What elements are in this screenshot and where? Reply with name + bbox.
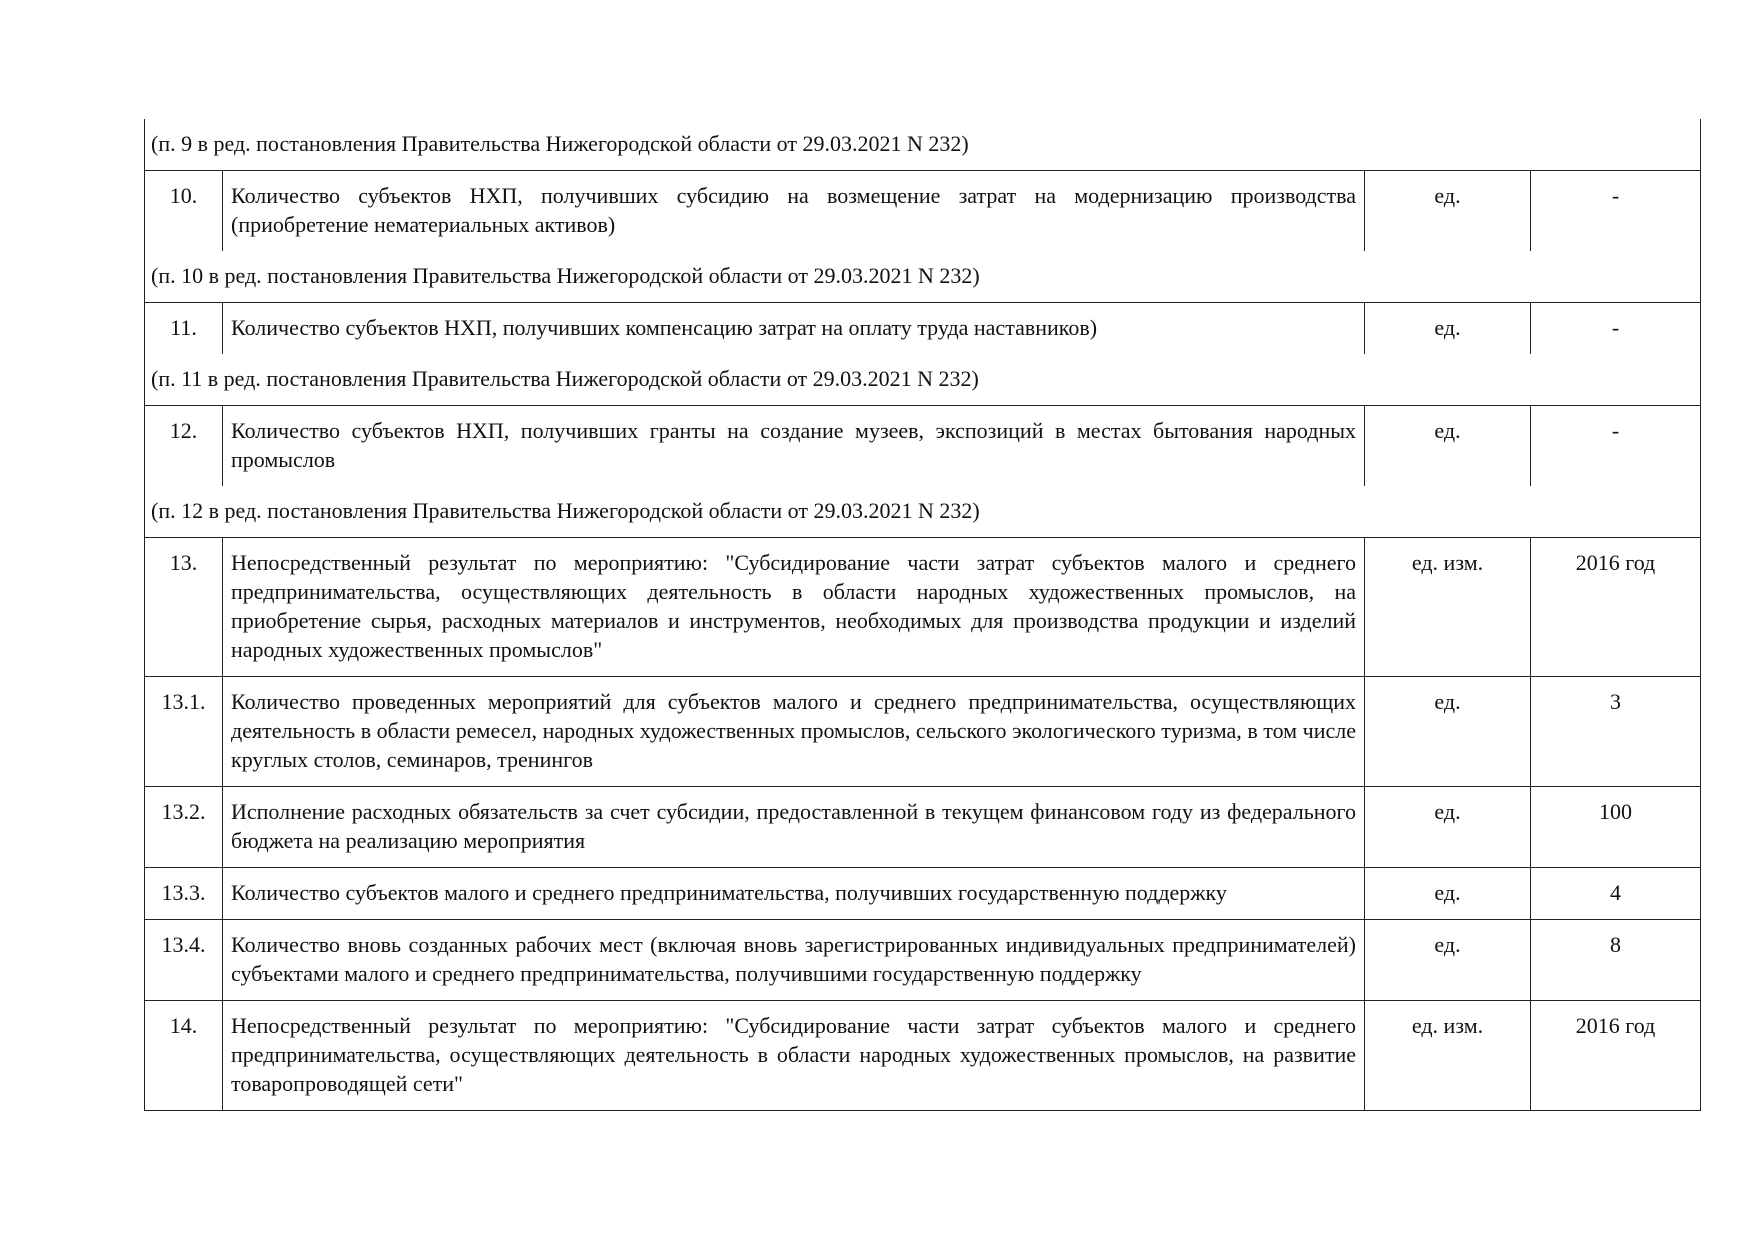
indicator-name: Количество субъектов НХП, получивших компенсацию затрат на оплату труда наставников) bbox=[223, 303, 1365, 355]
unit-of-measure: ед. изм. bbox=[1365, 538, 1531, 677]
row-number: 12. bbox=[145, 406, 223, 487]
unit-of-measure: ед. bbox=[1365, 868, 1531, 920]
indicator-name: Количество субъектов малого и среднего предпринимательства, получивших государственную поддержку bbox=[223, 868, 1365, 920]
table-row bbox=[145, 787, 1701, 868]
unit-of-measure: ед. изм. bbox=[1365, 1001, 1531, 1111]
table-row bbox=[145, 868, 1701, 920]
indicators-table-body bbox=[145, 119, 1701, 1111]
amendment-note-row bbox=[145, 119, 1701, 171]
amendment-note-row bbox=[145, 486, 1701, 538]
indicator-value: - bbox=[1531, 303, 1701, 355]
amendment-note: (п. 9 в ред. постановления Правительства Нижегородской области от 29.03.2021 N 232) bbox=[145, 119, 1701, 171]
unit-of-measure: ед. bbox=[1365, 677, 1531, 787]
table-row bbox=[145, 1001, 1701, 1111]
unit-of-measure: ед. bbox=[1365, 171, 1531, 252]
row-number: 13.4. bbox=[145, 920, 223, 1001]
row-number: 13. bbox=[145, 538, 223, 677]
amendment-note-row bbox=[145, 354, 1701, 406]
indicator-name: Количество проведенных мероприятий для субъектов малого и среднего предпринимательства, осуществляющих деятельность в области ремесел, народных художественных промыслов, сельского экологического туризма, в том числе круглых столов, семинаров, тренингов bbox=[223, 677, 1365, 787]
indicator-value: - bbox=[1531, 406, 1701, 487]
row-number: 13.1. bbox=[145, 677, 223, 787]
indicator-value: 100 bbox=[1531, 787, 1701, 868]
indicator-name: Количество субъектов НХП, получивших гранты на создание музеев, экспозиций в местах бытования народных промыслов bbox=[223, 406, 1365, 487]
indicator-value: - bbox=[1531, 171, 1701, 252]
row-number: 13.2. bbox=[145, 787, 223, 868]
table-row bbox=[145, 303, 1701, 355]
table-row bbox=[145, 406, 1701, 487]
row-number: 11. bbox=[145, 303, 223, 355]
indicator-value: 8 bbox=[1531, 920, 1701, 1001]
amendment-note: (п. 11 в ред. постановления Правительства Нижегородской области от 29.03.2021 N 232) bbox=[145, 354, 1701, 406]
amendment-note: (п. 12 в ред. постановления Правительства Нижегородской области от 29.03.2021 N 232) bbox=[145, 486, 1701, 538]
unit-of-measure: ед. bbox=[1365, 406, 1531, 487]
indicator-value: 4 bbox=[1531, 868, 1701, 920]
indicator-name: Количество вновь созданных рабочих мест (включая вновь зарегистрированных индивидуальных предпринимателей) субъектами малого и среднего предпринимательства, получившими государственную поддержку bbox=[223, 920, 1365, 1001]
table-row bbox=[145, 171, 1701, 252]
unit-of-measure: ед. bbox=[1365, 920, 1531, 1001]
row-number: 14. bbox=[145, 1001, 223, 1111]
row-number: 13.3. bbox=[145, 868, 223, 920]
indicator-name: Непосредственный результат по мероприятию: "Субсидирование части затрат субъектов малого и среднего предпринимательства, осуществляющих деятельность в области народных художественных промыслов, на приобретение сырья, расходных материалов и инструментов, необходимых для производства продукции и изделий народных художественных промыслов" bbox=[223, 538, 1365, 677]
amendment-note: (п. 10 в ред. постановления Правительства Нижегородской области от 29.03.2021 N 232) bbox=[145, 251, 1701, 303]
indicator-value: 3 bbox=[1531, 677, 1701, 787]
row-number: 10. bbox=[145, 171, 223, 252]
indicator-value: 2016 год bbox=[1531, 1001, 1701, 1111]
indicator-value: 2016 год bbox=[1531, 538, 1701, 677]
unit-of-measure: ед. bbox=[1365, 303, 1531, 355]
indicator-name: Непосредственный результат по мероприятию: "Субсидирование части затрат субъектов малого и среднего предпринимательства, осуществляющих деятельность в области народных художественных промыслов, на развитие товаропроводящей сети" bbox=[223, 1001, 1365, 1111]
table-row bbox=[145, 538, 1701, 677]
amendment-note-row bbox=[145, 251, 1701, 303]
indicator-name: Количество субъектов НХП, получивших субсидию на возмещение затрат на модернизацию производства (приобретение нематериальных активов) bbox=[223, 171, 1365, 252]
indicator-name: Исполнение расходных обязательств за счет субсидии, предоставленной в текущем финансовом году из федерального бюджета на реализацию мероприятия bbox=[223, 787, 1365, 868]
indicators-table bbox=[144, 119, 1701, 1111]
table-row bbox=[145, 920, 1701, 1001]
unit-of-measure: ед. bbox=[1365, 787, 1531, 868]
table-row bbox=[145, 677, 1701, 787]
